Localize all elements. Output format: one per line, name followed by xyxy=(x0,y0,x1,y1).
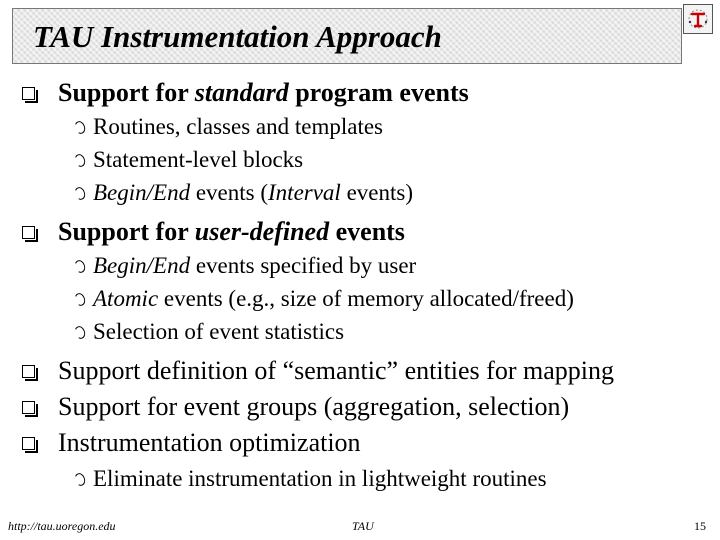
bullet-text-post: events xyxy=(329,217,405,246)
sub-bullet-text: events specified by user xyxy=(190,253,417,278)
sub-bullet-text: Eliminate instrumentation in lightweight routines xyxy=(93,466,547,491)
title-banner xyxy=(12,8,682,64)
bullet-text: Instrumentation optimization xyxy=(58,428,361,457)
slide-title: TAU Instrumentation Approach xyxy=(33,19,442,54)
ring-bullet-icon xyxy=(73,186,87,202)
ring-bullet-icon xyxy=(73,259,87,275)
sub-bullet-text: events) xyxy=(340,180,413,205)
bullet-text-post: program events xyxy=(288,78,469,107)
sub-bullet-em: Begin/End xyxy=(93,253,191,278)
bullet-text-pre: Support for xyxy=(58,78,195,107)
tau-logo-icon xyxy=(683,4,713,34)
footer-url: http://tau.uoregon.edu xyxy=(8,519,116,533)
bullet-text: Support definition of “semantic” entities for mapping xyxy=(58,356,614,385)
sub-bullet-text: Routines, classes and templates xyxy=(93,114,383,139)
bullet-text-em: user-defined xyxy=(194,217,330,246)
ring-bullet-icon xyxy=(73,292,87,308)
square-bullet-icon xyxy=(22,87,35,100)
footer-center-label: TAU xyxy=(352,519,374,533)
sub-bullet-text: events ( xyxy=(190,180,269,205)
sub-bullet-text: Statement-level blocks xyxy=(93,147,304,172)
sub-bullet-text: Selection of event statistics xyxy=(93,319,345,344)
ring-bullet-icon xyxy=(73,472,87,488)
square-bullet-icon xyxy=(22,437,35,450)
sub-bullet-em: Atomic xyxy=(93,286,159,311)
sub-bullet-em: Interval xyxy=(268,180,341,205)
square-bullet-icon xyxy=(22,365,35,378)
sub-bullet-text: events (e.g., size of memory allocated/freed) xyxy=(158,286,574,311)
bullet-text-pre: Support for xyxy=(58,217,195,246)
bullet-text: Support for event groups (aggregation, selection) xyxy=(58,392,570,421)
ring-bullet-icon xyxy=(73,120,87,136)
sub-bullet-em: Begin/End xyxy=(93,180,191,205)
ring-bullet-icon xyxy=(73,325,87,341)
ring-bullet-icon xyxy=(73,153,87,169)
page-number: 15 xyxy=(694,519,706,533)
bullet-text-em: standard xyxy=(194,78,289,107)
square-bullet-icon xyxy=(22,401,35,414)
square-bullet-icon xyxy=(22,226,35,239)
